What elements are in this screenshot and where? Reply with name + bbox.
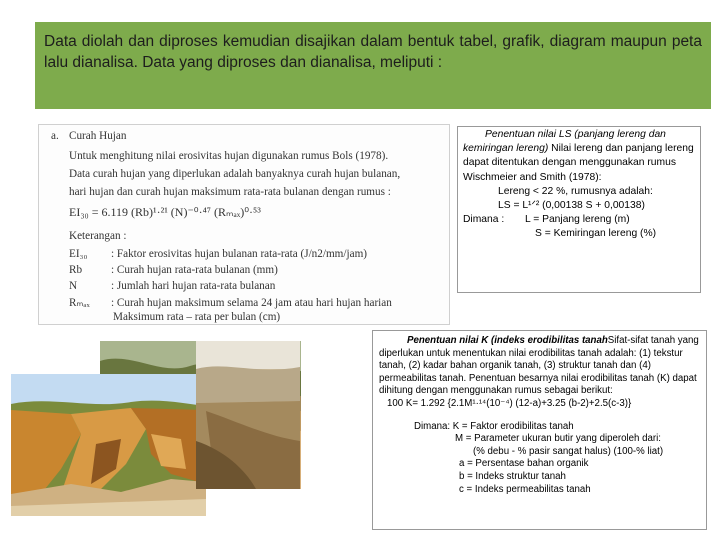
definition-text: : Jumlah hari hujan rata-rata bulanan xyxy=(111,280,276,292)
coastal-cliff-photo xyxy=(11,374,206,516)
intro-banner xyxy=(35,22,711,109)
ls-formula: LS = L¹ᐟ² (0,00138 S + 0,00138) xyxy=(498,200,645,212)
k-factor-box xyxy=(372,330,707,530)
k-definition: M = Parameter ukuran butir yang diperoleh dari: xyxy=(455,433,661,445)
definition-symbol: EI₃₀ xyxy=(69,248,88,260)
ls-where-row xyxy=(463,213,695,227)
k-body: Sifat-sifat tanah yang diperlukan untuk menentukan nilai erodibilitas tanah adalah: (1) tekstur tanah, (2) kadar bahan organik tanah, (3) struktur tanah dan (4) permeabilitas tanah. Penentuan besarnya nilai erodibilitas tanah (K) dapat dihitung dengan menggunakan rumus sebagai berikut: xyxy=(379,335,699,397)
ls-factor-box xyxy=(457,126,701,293)
intro-text: Data diolah dan diproses kemudian disajikan dalam bentuk tabel, grafik, diagram maupun peta lalu dianalisa. Data yang diproses dan dianalisa, meliputi : xyxy=(44,33,702,71)
rainfall-erosivity-panel xyxy=(38,124,450,325)
k-paragraph xyxy=(379,335,700,398)
hillside-field-image xyxy=(196,341,300,489)
ls-def-l: L = Panjang lereng (m) xyxy=(525,214,630,226)
k-formula: 100 K= 1.292 {2.1M¹·¹⁴(10⁻⁴) (12-a)+3.25 (b-2)+2.5(c-3)} xyxy=(387,397,632,409)
definition-row xyxy=(69,264,278,276)
ls-title: Penentuan nilai LS (panjang lereng dan kemiringan lereng) xyxy=(463,129,666,155)
k-definition: b = Indeks struktur tanah xyxy=(459,470,566,482)
definition-symbol: Rₘₐₓ xyxy=(69,297,90,309)
definition-symbol: Rb xyxy=(69,264,83,276)
k-definition: a = Persentase bahan organik xyxy=(459,458,589,470)
bols-line-3: hari hujan dan curah hujan maksimum rata-rata bulanan dengan rumus : xyxy=(69,186,391,198)
definition-text: : Curah hujan rata-rata bulanan (mm) xyxy=(111,264,278,276)
definition-row xyxy=(69,248,367,260)
definition-row xyxy=(69,280,275,292)
keterangan-label: Keterangan : xyxy=(69,230,127,242)
section-number: a. xyxy=(51,130,59,142)
definition-text: : Curah hujan maksimum selama 24 jam atau hari hujan harian xyxy=(111,297,392,309)
section-title: Curah Hujan xyxy=(69,130,127,142)
definition-symbol: N xyxy=(69,280,78,292)
k-definition: Dimana: K = Faktor erodibilitas tanah xyxy=(414,420,574,432)
ls-def-s: S = Kemiringan lereng (%) xyxy=(535,228,657,240)
ls-condition: Lereng < 22 %, rumusnya adalah: xyxy=(498,185,653,197)
hillside-field-photo xyxy=(196,341,300,489)
bols-formula: EI₃₀ = 6.119 (Rb)¹·²¹ (N)⁻⁰·⁴⁷ (Rₘₐₓ)⁰·⁵³ xyxy=(69,205,261,219)
k-definition: (% debu - % pasir sangat halus) (100-% liat) xyxy=(473,445,664,457)
k-spacer xyxy=(379,411,700,421)
bols-line-1: Untuk menghitung nilai erosivitas hujan digunakan rumus Bols (1978). xyxy=(69,150,389,162)
ls-paragraph xyxy=(463,128,695,185)
ls-where-label: Dimana : xyxy=(463,214,505,226)
definition-continuation: Maksimum rata – rata per bulan (cm) xyxy=(113,311,281,323)
definition-text: : Faktor erosivitas hujan bulanan rata-rata (J/n2/mm/jam) xyxy=(111,248,367,260)
coastal-cliff-image xyxy=(11,374,206,516)
definition-row xyxy=(69,296,392,309)
k-title: Penentuan nilai K (indeks erodibilitas tanah xyxy=(407,335,608,346)
ls-body: Nilai lereng dan panjang lereng dapat ditentukan dengan menggunakan rumus Wischmeier and Smith (1978): xyxy=(463,143,694,183)
k-definition: c = Indeks permeabilitas tanah xyxy=(459,483,591,495)
bols-line-2: Data curah hujan yang diperlukan adalah banyaknya curah hujan bulanan, xyxy=(69,168,401,180)
